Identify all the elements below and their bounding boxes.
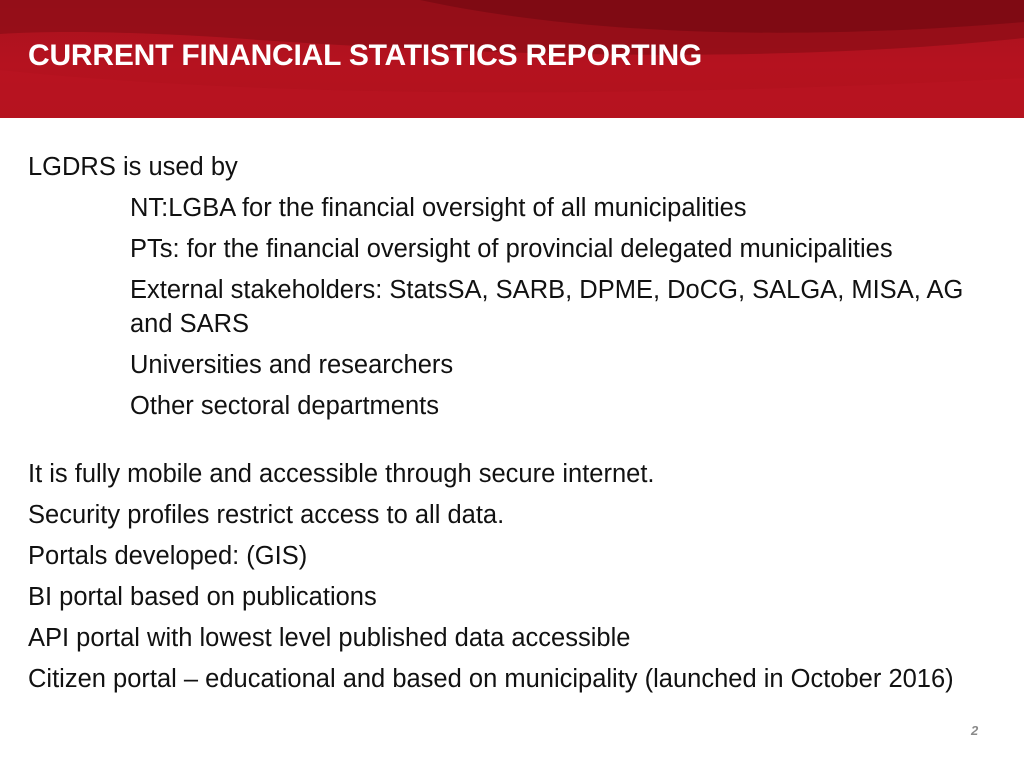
- user-item: Universities and researchers: [130, 351, 454, 379]
- user-item: Other sectoral departments: [130, 392, 439, 420]
- slide-body: [28, 150, 998, 703]
- body-point: Portals developed: (GIS): [28, 542, 308, 570]
- user-item: NT:LGBA for the financial oversight of all municipalities: [130, 194, 747, 222]
- user-item: External stakeholders: StatsSA, SARB, DPME, DoCG, SALGA, MISA, AG and SARS: [130, 276, 964, 338]
- body-point: Citizen portal – educational and based on municipality (launched in October 2016): [28, 665, 954, 693]
- body-point: Security profiles restrict access to all data.: [28, 501, 505, 529]
- body-point: It is fully mobile and accessible through secure internet.: [28, 460, 655, 488]
- slide-title: CURRENT FINANCIAL STATISTICS REPORTING: [28, 39, 703, 72]
- title-banner: [0, 0, 1024, 118]
- body-point: BI portal based on publications: [28, 583, 377, 611]
- body-intro: LGDRS is used by: [28, 153, 238, 181]
- page-number: 2: [971, 723, 979, 738]
- user-item: PTs: for the financial oversight of provincial delegated municipalities: [130, 235, 893, 263]
- body-point: API portal with lowest level published data accessible: [28, 624, 631, 652]
